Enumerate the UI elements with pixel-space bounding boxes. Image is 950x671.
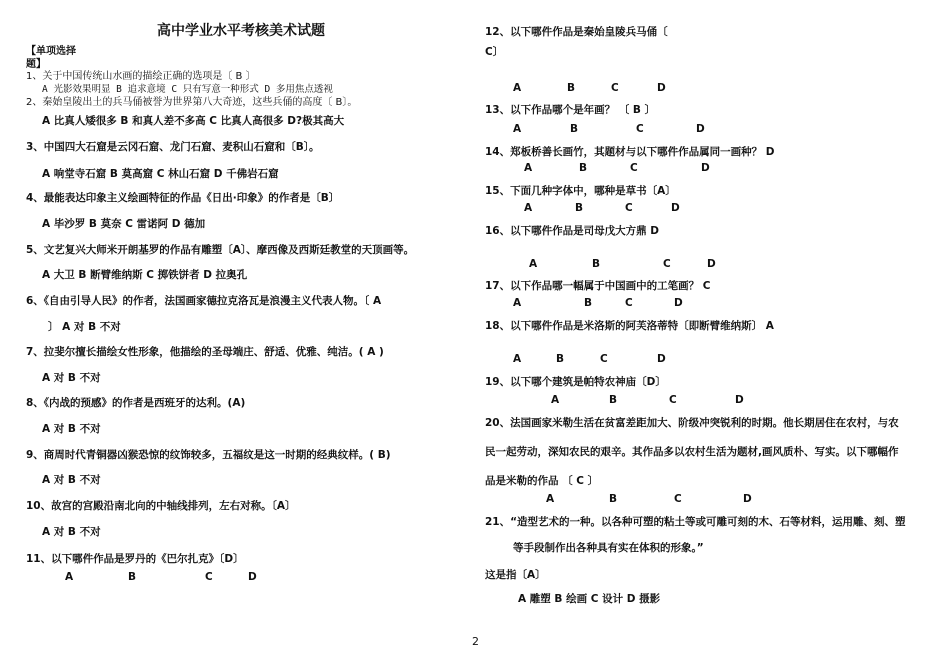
option-label: D <box>248 571 257 583</box>
option-label: B <box>575 202 584 214</box>
question-10-options: A 对 B 不对 <box>42 526 101 538</box>
question-12: 12、以下哪件作品是秦始皇陵兵马俑〔 <box>485 26 668 38</box>
option-label: D <box>701 162 710 174</box>
option-label: B <box>570 123 579 135</box>
question-2: 2、秦始皇陵出土的兵马俑被誉为世界第八大奇迹，这些兵俑的高度〔 B〕。 <box>26 97 358 108</box>
option-label: B <box>567 82 576 94</box>
option-label: B <box>128 571 137 583</box>
option-label: A <box>513 297 522 309</box>
option-label: A <box>65 571 74 583</box>
option-label: A <box>524 202 533 214</box>
question-4: 4、最能表达印象主义绘画特征的作品《日出·印象》的作者是〔B〕 <box>26 192 340 204</box>
option-label: C <box>205 571 213 583</box>
question-20-line3: 品是米勒的作品 〔 C 〕 <box>485 475 599 487</box>
option-label: C <box>674 493 682 505</box>
option-label: B <box>556 353 565 365</box>
question-5: 5、文艺复兴大师米开朗基罗的作品有雕塑〔A〕、摩西像及西斯廷教堂的天顶画等。 <box>26 244 415 256</box>
question-18: 18、以下哪件作品是米洛斯的阿芙洛蒂特〔即断臂维纳斯〕 A <box>485 320 774 332</box>
question-20: 20、法国画家米勒生活在贫富差距加大、阶级冲突锐利的时期。他长期居住在农村，与农 <box>485 417 899 429</box>
option-label: C <box>611 82 619 94</box>
question-21-line2: 等手段制作出各种具有实在体积的形象。” <box>513 542 704 554</box>
option-label: A <box>546 493 555 505</box>
question-13: 13、以下作品哪个是年画？ 〔 B 〕 <box>485 104 656 116</box>
option-label: B <box>579 162 588 174</box>
option-label: A <box>551 394 560 406</box>
option-label: D <box>657 82 666 94</box>
question-16: 16、以下哪件作品是司母戊大方鼎 D <box>485 225 659 237</box>
question-10: 10、故宫的宫殿沿南北向的中轴线排列，左右对称。〔A〕 <box>26 500 296 512</box>
section-header-cont: 题】 <box>26 59 46 70</box>
option-label: A <box>513 82 522 94</box>
option-label: C <box>663 258 671 270</box>
question-7: 7、拉斐尔擅长描绘女性形象，他描绘的圣母端庄、舒适、优雅、纯洁。( A ) <box>26 346 384 358</box>
question-20-line2: 民一起劳动，深知农民的艰辛。其作品多以农村生活为题材,画风质朴、写实。以下哪幅作 <box>485 446 899 458</box>
option-label: B <box>592 258 601 270</box>
page-title: 高中学业水平考核美术试题 <box>157 23 325 39</box>
question-5-options: A 大卫 B 断臂维纳斯 C 掷铁饼者 D 拉奥孔 <box>42 269 248 281</box>
option-label: C <box>636 123 644 135</box>
question-14: 14、郑板桥善长画竹，其题材与以下哪件作品属同一画种？ D <box>485 146 775 158</box>
option-label: A <box>529 258 538 270</box>
option-label: A <box>513 123 522 135</box>
option-label: C <box>625 297 633 309</box>
option-label: D <box>674 297 683 309</box>
question-9: 9、商周时代青铜器凶猴恐惊的纹饰较多，五福纹是这一时期的经典纹样。( B) <box>26 449 391 461</box>
question-7-options: A 对 B 不对 <box>42 372 101 384</box>
option-label: D <box>707 258 716 270</box>
option-label: A <box>524 162 533 174</box>
question-9-options: A 对 B 不对 <box>42 474 101 486</box>
question-19: 19、以下哪个建筑是帕特农神庙〔D〕 <box>485 376 666 388</box>
question-15: 15、下面几种字体中，哪种是草书〔A〕 <box>485 185 676 197</box>
question-4-options: A 毕沙罗 B 莫奈 C 雷诺阿 D 德加 <box>42 218 206 230</box>
question-3-options: A 响堂寺石窟 B 莫高窟 C 林山石窟 D 千佛岩石窟 <box>42 168 279 180</box>
option-label: D <box>696 123 705 135</box>
question-2-options: A 比真人矮很多 B 和真人差不多高 C 比真人高很多 D?极其高大 <box>42 115 345 127</box>
option-label: D <box>671 202 680 214</box>
question-3: 3、中国四大石窟是云冈石窟、龙门石窟、麦积山石窟和〔B〕。 <box>26 141 320 153</box>
option-label: D <box>657 353 666 365</box>
option-label: B <box>584 297 593 309</box>
question-6-options: 〕 A 对 B 不对 <box>48 321 121 333</box>
option-label: D <box>735 394 744 406</box>
option-label: C <box>630 162 638 174</box>
question-12-cont: C〕 <box>485 46 504 58</box>
option-label: B <box>609 394 618 406</box>
question-1: 1、关于中国传统山水画的描绘正确的选项是〔 B 〕 <box>26 71 256 82</box>
option-label: A <box>513 353 522 365</box>
option-label: D <box>743 493 752 505</box>
question-21: 21、“造型艺术的一种。以各种可塑的粘土等或可雕可刻的木、石等材料，运用雕、刻、塑 <box>485 516 906 528</box>
option-label: B <box>609 493 618 505</box>
question-17: 17、以下作品哪一幅属于中国画中的工笔画？ C <box>485 280 711 292</box>
question-8-options: A 对 B 不对 <box>42 423 101 435</box>
question-8: 8、《内战的预感》的作者是西班牙的达利。(A) <box>26 397 246 409</box>
question-6: 6、《自由引导人民》的作者，法国画家德拉克洛瓦是浪漫主义代表人物。〔 A <box>26 295 382 307</box>
question-21-line3: 这是指〔A〕 <box>485 569 546 581</box>
question-21-options: A 雕塑 B 绘画 C 设计 D 摄影 <box>518 593 661 605</box>
option-label: C <box>669 394 677 406</box>
section-header: 【单项选择 <box>26 46 76 57</box>
option-label: C <box>600 353 608 365</box>
question-11: 11、以下哪件作品是罗丹的《巴尔扎克》〔D〕 <box>26 553 244 565</box>
option-label: C <box>625 202 633 214</box>
question-1-options: A 光影效果明显 B 追求意境 C 只有写意一种形式 D 多用焦点透视 <box>42 84 333 95</box>
page-number: 2 <box>472 635 479 648</box>
